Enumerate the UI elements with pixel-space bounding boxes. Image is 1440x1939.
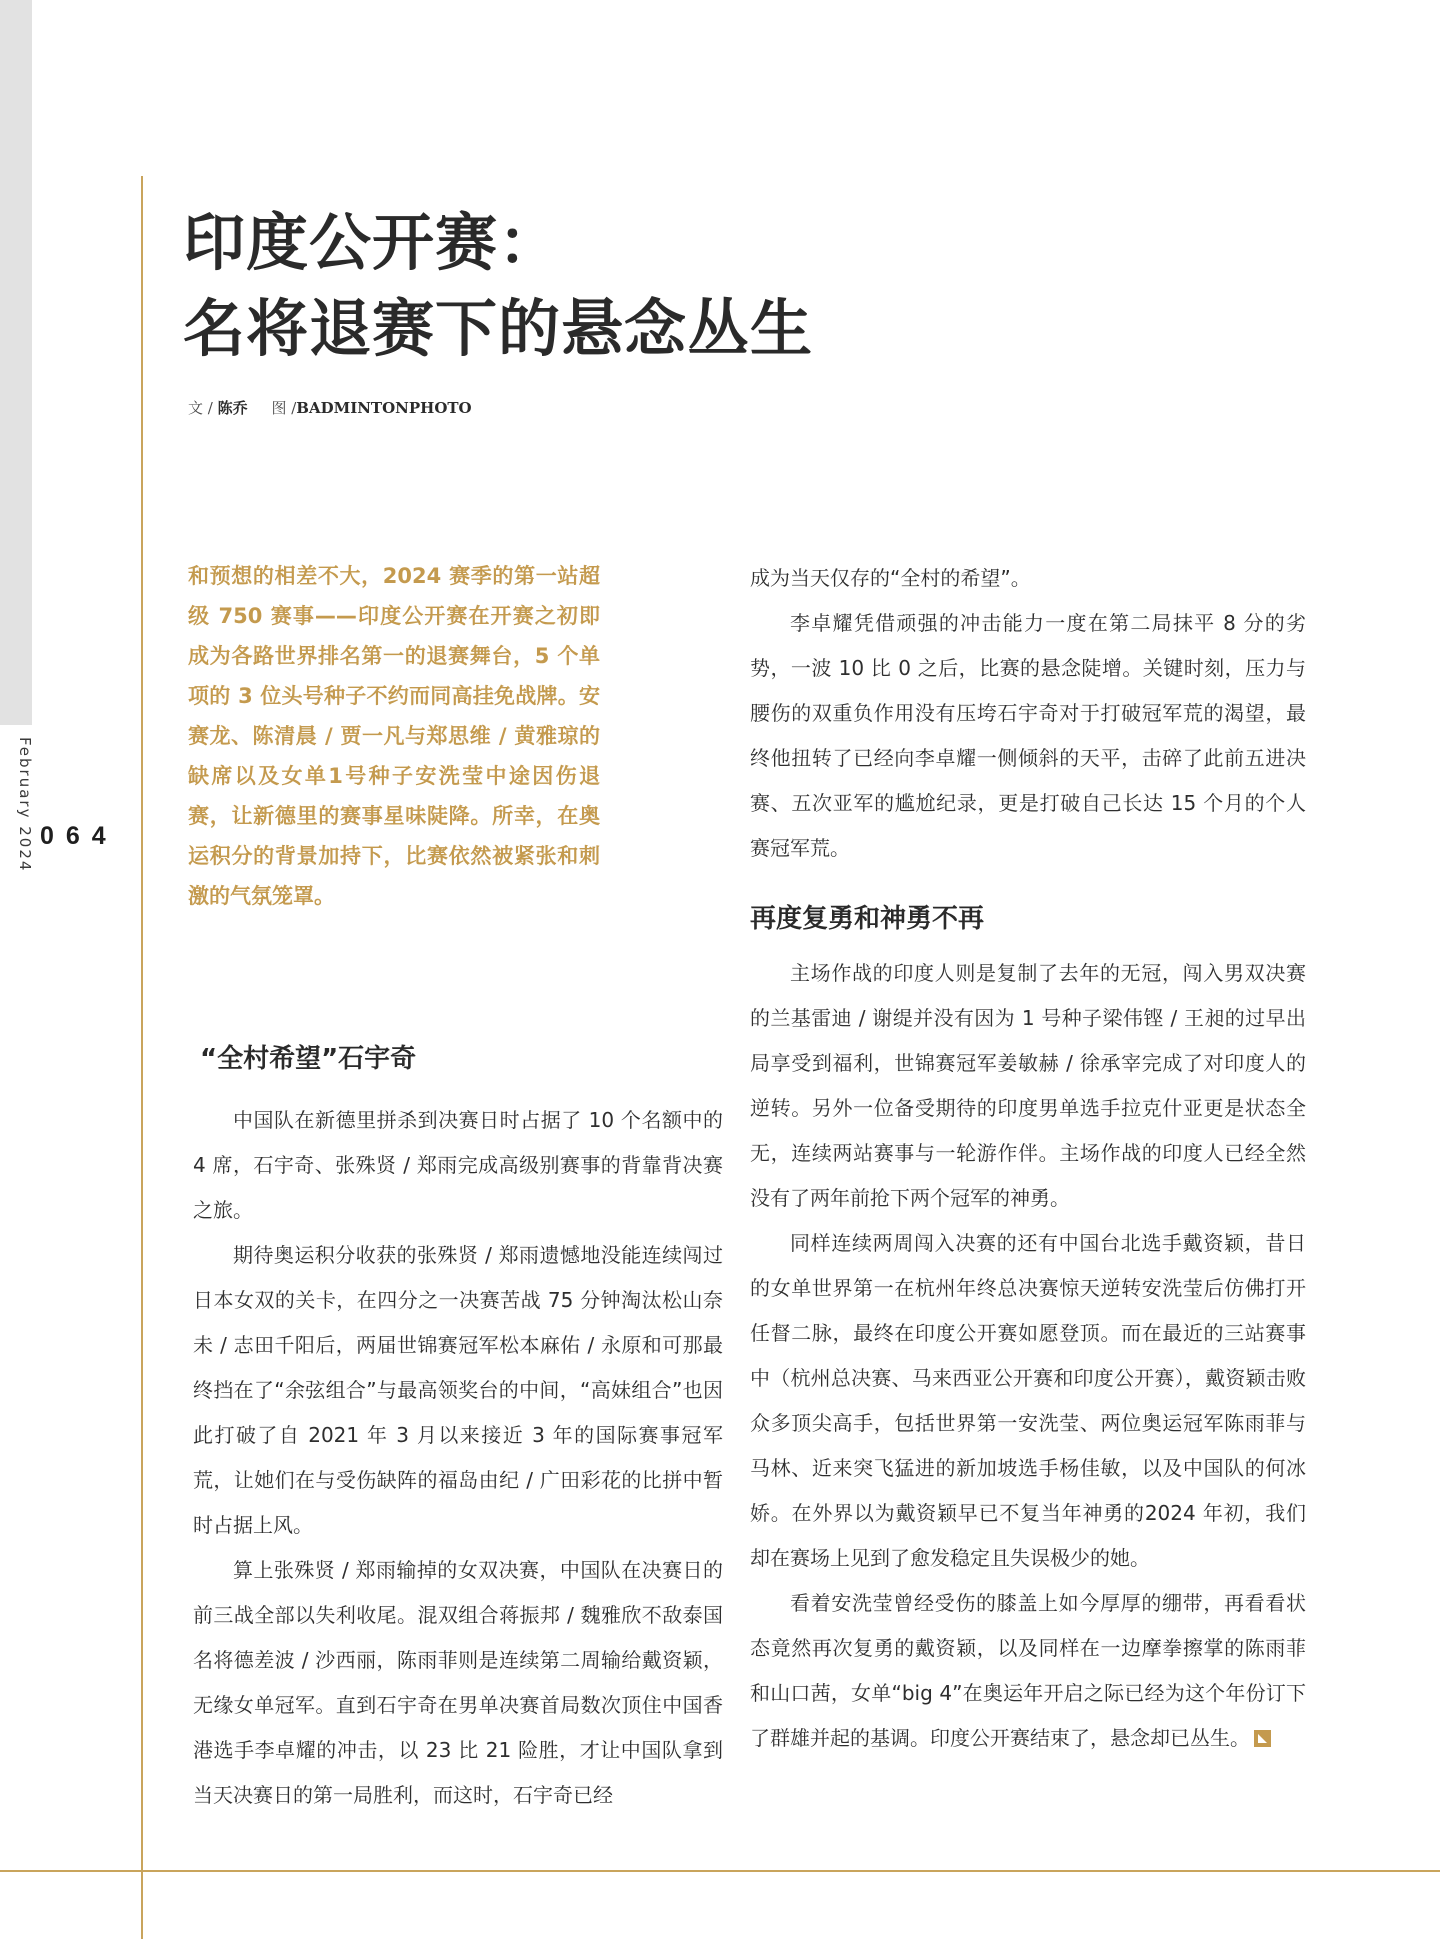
issue-month: February 2024: [16, 737, 34, 873]
final-paragraph: [750, 1581, 1306, 1761]
continued-paragraph: 成为当天仅存的“全村的希望”。: [750, 566, 1031, 590]
body-paragraph: 同样连续两周闯入决赛的还有中国台北选手戴资颖，昔日的女单世界第一在杭州年终总决赛惊天逆转安洗莹后仿佛打开任督二脉，最终在印度公开赛如愿登顶。而在最近的三站赛事中（杭州总决赛、马来西亚公开赛和印度公开赛），戴资颖击败众多顶尖高手，包括世界第一安洗莹、两位奥运冠军陈雨菲与马林、近来突飞猛进的新加坡选手杨佳敏，以及中国队的何冰娇。在外界以为戴资颖早已不复当年神勇的2024 年初，我们却在赛场上见到了愈发稳定且失误极少的她。: [750, 1231, 1306, 1570]
left-column: [193, 1098, 723, 1818]
section-heading-1: “全村希望”石宇奇: [200, 1044, 417, 1074]
lead-paragraph: 和预想的相差不大，2024 赛季的第一站超级 750 赛事——印度公开赛在开赛之初即成为各路世界排名第一的退赛舞台，5 个单项的 3 位头号种子不约而同高挂免战牌。安赛龙、陈清晨 / 贾一凡与郑思维 / 黄雅琼的缺席以及女单1号种子安洗莹中途因伤退赛，让新德里的赛事星味陡降。所幸，在奥运积分的背景加持下，比赛依然被紧张和刺激的气氛笼罩。: [188, 564, 600, 908]
body-paragraph: 中国队在新德里拼杀到决赛日时占据了 10 个名额中的 4 席，石宇奇、张殊贤 / 郑雨完成高级别赛事的背靠背决赛之旅。: [193, 1108, 723, 1222]
title-line-2: 名将退赛下的悬念丛生: [183, 292, 814, 365]
section-heading-2: 再度复勇和神勇不再: [750, 904, 985, 934]
body-paragraph: 期待奥运积分收获的张殊贤 / 郑雨遗憾地没能连续闯过日本女双的关卡，在四分之一决赛苦战 75 分钟淘汰松山奈未 / 志田千阳后，两届世锦赛冠军松本麻佑 / 永原和可那最终挡在了“余弦组合”与最高领奖台的中间，“高妹组合”也因此打破了自 2021 年 3 月以来接近 3 年的国际赛事冠军荒，让她们在与受伤缺阵的福岛由纪 / 广田彩花的比拼中暂时占据上风。: [193, 1243, 723, 1537]
accent-vertical-rule: [141, 176, 143, 1939]
side-band: [0, 0, 32, 725]
title-line-1: 印度公开赛：: [183, 206, 562, 279]
byline-text-label: 文 /: [188, 399, 218, 417]
byline-photo-label: 图 /: [271, 399, 297, 417]
byline-photographer: BADMINTONPHOTO: [296, 399, 472, 417]
page-number: 064: [40, 822, 118, 850]
byline: [188, 397, 472, 418]
final-paragraph-text: 看着安洗莹曾经受伤的膝盖上如今厚厚的绷带，再看看状态竟然再次复勇的戴资颖，以及同样在一边摩拳擦掌的陈雨菲和山口茜，女单“big 4”在奥运年开启之际已经为这个年份订下了群雄并起的基调。印度公开赛结束了，悬念却已丛生。: [750, 1591, 1306, 1750]
body-paragraph: 算上张殊贤 / 郑雨输掉的女双决赛，中国队在决赛日的前三战全部以失利收尾。混双组合蒋振邦 / 魏雅欣不敌泰国名将德差波 / 沙西丽，陈雨菲则是连续第二周输给戴资颖，无缘女单冠军。直到石宇奇在男单决赛首局数次顶住中国香港选手李卓耀的冲击，以 23 比 21 险胜，才让中国队拿到当天决赛日的第一局胜利，而这时，石宇奇已经: [193, 1558, 723, 1807]
end-mark-icon: [1254, 1730, 1271, 1747]
byline-author: 陈乔: [217, 399, 248, 417]
footer-rule: [0, 1870, 1440, 1872]
right-column: [750, 556, 1306, 1761]
article-title: [183, 200, 813, 372]
body-paragraph: 主场作战的印度人则是复制了去年的无冠，闯入男双决赛的兰基雷迪 / 谢缇并没有因为 1 号种子梁伟铿 / 王昶的过早出局享受到福利，世锦赛冠军姜敏赫 / 徐承宰完成了对印度人的逆转。另外一位备受期待的印度男单选手拉克什亚更是状态全无，连续两站赛事与一轮游作伴。主场作战的印度人已经全然没有了两年前抢下两个冠军的神勇。: [750, 961, 1306, 1210]
body-paragraph: 李卓耀凭借顽强的冲击能力一度在第二局抹平 8 分的劣势，一波 10 比 0 之后，比赛的悬念陡增。关键时刻，压力与腰伤的双重负作用没有压垮石宇奇对于打破冠军荒的渴望，最终他扭转了已经向李卓耀一侧倾斜的天平，击碎了此前五进决赛、五次亚军的尴尬纪录，更是打破自己长达 15 个月的个人赛冠军荒。: [750, 611, 1306, 860]
